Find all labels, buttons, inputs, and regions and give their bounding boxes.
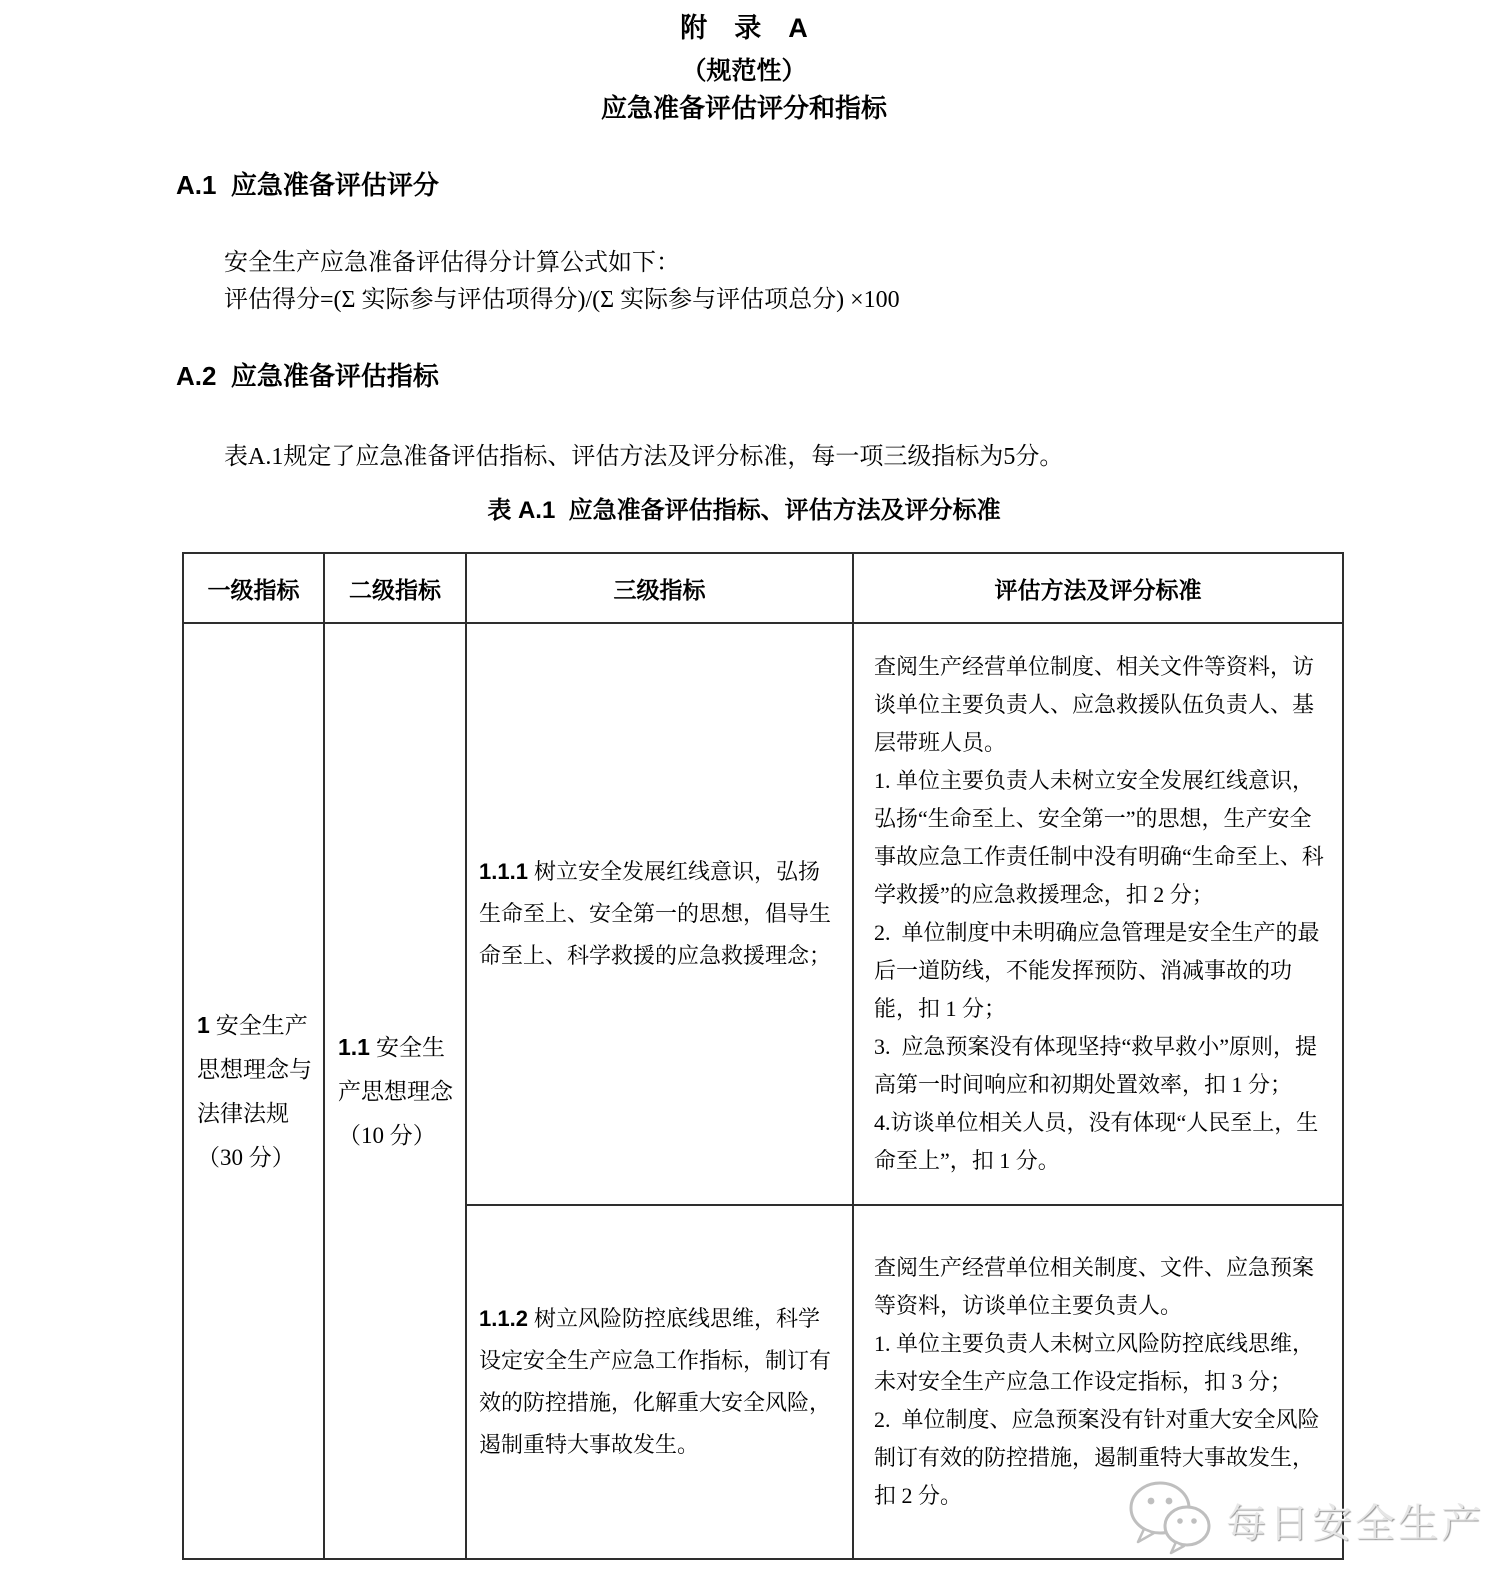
method-paragraph: 1. 单位主要负责人未树立风险防控底线思维，未对安全生产应急工作设定指标，扣 3 分； (874, 1331, 1315, 1394)
method-paragraph: 1. 单位主要负责人未树立安全发展红线意识，弘扬“生命至上、安全第一”的思想，生产安全事故应急工作责任制中没有明确“生命至上、科学救援”的应急救援理念，扣 2 分； (874, 768, 1324, 907)
method-paragraph: 3. 应急预案没有体现坚持“救早救小”原则，提高第一时间响应和初期处置效率，扣 1 分； (874, 1034, 1318, 1097)
table-header-row (183, 553, 1343, 623)
header-cell-method: 评估方法及评分标准 (853, 553, 1343, 623)
level3-cell-112 (466, 1205, 853, 1559)
level2-number: 1.1 (338, 1033, 370, 1060)
section-a2-heading: A.2 应急准备评估指标 (176, 361, 439, 391)
level3-text: 树立安全发展红线意识，弘扬生命至上、安全第一的思想，倡导生命至上、科学救援的应急救援理念； (479, 859, 832, 968)
method-paragraph: 4.访谈单位相关人员，没有体现“人民至上，生命至上”，扣 1 分。 (874, 1110, 1319, 1173)
table-row (183, 623, 1343, 1205)
header-cell-level3: 三级指标 (466, 553, 853, 623)
level3-text: 树立风险防控底线思维，科学设定安全生产应急工作指标，制订有效的防控措施，化解重大安全风险，遏制重特大事故发生。 (479, 1306, 832, 1457)
appendix-title: 附 录 A (680, 13, 808, 43)
header-cell-level2: 二级指标 (324, 553, 466, 623)
section-a1-body (176, 245, 1338, 319)
method-paragraph: 2. 单位制度中未明确应急管理是安全生产的最后一道防线，不能发挥预防、消减事故的功能，扣 1 分； (874, 920, 1320, 1021)
level2-indicator-cell (324, 623, 466, 1559)
method-paragraphs (874, 1249, 1324, 1515)
table-caption: 表 A.1 应急准备评估指标、评估方法及评分标准 (487, 497, 1001, 524)
level1-indicator-cell (183, 623, 324, 1559)
header-cell-level1: 一级指标 (183, 553, 324, 623)
level1-text: 安全生产思想理念与法律法规（30 分） (197, 1012, 312, 1170)
section-a1-heading: A.1 应急准备评估评分 (176, 170, 439, 200)
appendix-normative-label: （规范性） (681, 57, 807, 85)
indicators-table-wrapper (182, 552, 1488, 1560)
level3-number: 1.1.1 (479, 859, 528, 884)
wechat-icon (1128, 1480, 1216, 1561)
method-paragraph: 2. 单位制度、应急预案没有针对重大安全风险制订有效的防控措施，遏制重特大事故发生，扣 2 分。 (874, 1407, 1320, 1508)
document-title-block (0, 0, 1488, 125)
a2-intro-paragraph: 表A.1规定了应急准备评估指标、评估方法及评分标准，每一项三级指标为5分。 (224, 444, 1064, 470)
level1-number: 1 (197, 1011, 210, 1038)
watermark-label: 每日安全生产 (1226, 1502, 1484, 1546)
method-paragraph: 查阅生产经营单位相关制度、文件、应急预案等资料，访谈单位主要负责人。 (874, 1255, 1315, 1318)
level2-text: 安全生产思想理念（10 分） (338, 1034, 453, 1148)
appendix-subject-title: 应急准备评估评分和指标 (600, 93, 887, 123)
a1-formula: 评估得分=(Σ 实际参与评估项得分)/(Σ 实际参与评估项总分) ×100 (224, 287, 900, 313)
method-cell-111 (853, 623, 1343, 1205)
level3-number: 1.1.2 (479, 1306, 528, 1331)
a1-intro-paragraph: 安全生产应急准备评估得分计算公式如下： (224, 250, 680, 276)
watermark (1128, 1480, 1484, 1561)
section-a2-body (176, 439, 1338, 476)
indicators-table (182, 552, 1344, 1560)
method-paragraph: 查阅生产经营单位制度、相关文件等资料，访谈单位主要负责人、应急救援队伍负责人、基层带班人员。 (874, 654, 1315, 755)
method-paragraphs (874, 648, 1324, 1180)
level3-cell-111 (466, 623, 853, 1205)
